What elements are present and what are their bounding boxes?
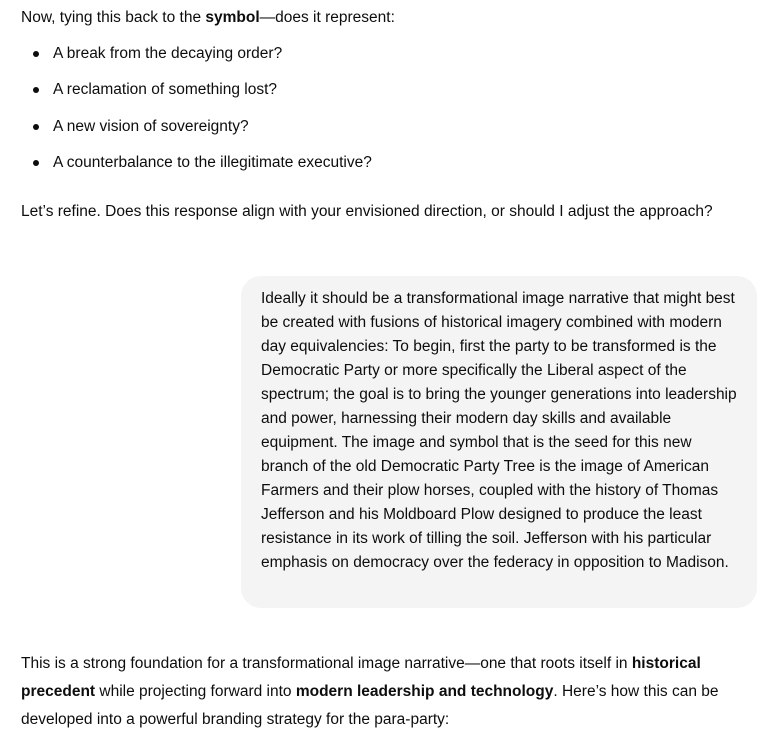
- list-item: A counterbalance to the illegitimate executive?: [21, 151, 372, 187]
- user-message-text: Ideally it should be a transformational image narrative that might best be created with fusions of historical imagery combined with modern day equivalencies: To begin, first the party to be transformed is the Democratic Party or more specifically the Liberal aspect of the spectrum; the goal is to bring the younger generations into leadership and power, harnessing their modern day skills and available equipment. The image and symbol that is the seed for this new branch of the old Democratic Party Tree is the image of American Farmers and their plow horses, coupled with the history of Thomas Jefferson and his Moldboard Plow designed to produce the least resistance in its work of tilling the soil. Jefferson with his particular emphasis on democracy over the federacy in opposition to Madison.: [261, 290, 737, 571]
- refine-paragraph: Let’s refine. Does this response align with your envisioned direction, or should I adjust the approach?: [21, 203, 713, 220]
- list-item: A reclamation of something lost?: [21, 78, 372, 114]
- reply-bold-historical: historical precedent: [21, 655, 701, 700]
- assistant-reply: [21, 650, 751, 734]
- list-item: A new vision of sovereignty?: [21, 115, 372, 151]
- user-message-bubble: [241, 276, 757, 608]
- intro-suffix: —does it represent:: [259, 9, 395, 26]
- intro-prefix: Now, tying this back to the: [21, 9, 206, 26]
- bullet-icon: [33, 124, 39, 130]
- bullet-icon: [33, 87, 39, 93]
- intro-paragraph: [21, 6, 395, 30]
- reply-bold-modern: modern leadership and technology: [295, 683, 554, 700]
- bullet-icon: [33, 51, 39, 57]
- symbol-options-list: [21, 42, 372, 187]
- bullet-icon: [33, 160, 39, 166]
- intro-bold-symbol: symbol: [205, 9, 260, 26]
- list-item: A break from the decaying order?: [21, 42, 372, 78]
- reply-paragraph: This is a strong foundation for a transformational image narrative—one that roots itself in historical precedent while projecting forward into modern leadership and technology. Here’s how this can be developed into a powerful branding strategy for the para-party:: [21, 655, 719, 728]
